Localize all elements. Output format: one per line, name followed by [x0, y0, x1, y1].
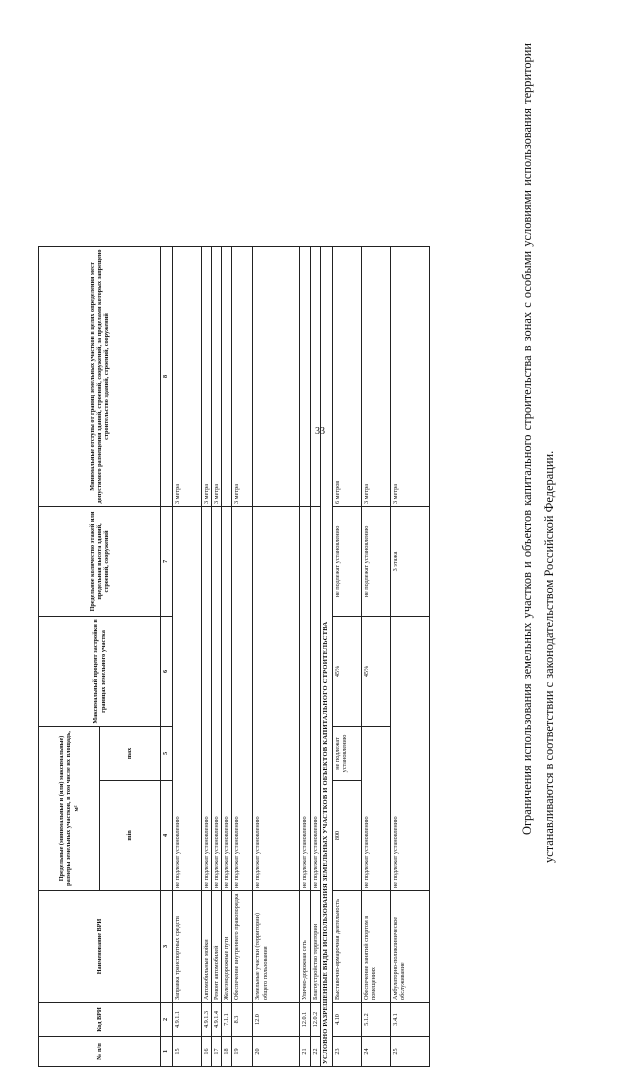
row-setback: 3 метра [390, 246, 429, 506]
row-min: 800 [332, 781, 361, 891]
row-name: Заправка транспортных средств [173, 891, 202, 1003]
header-area-group: Предельные (минимальные и (или) максимальные) размеры земельных участков, в том числе их площадь, м² [39, 726, 100, 890]
table-row [202, 246, 212, 1066]
row-limits: не подлежат установлению [202, 506, 212, 890]
row-num: 17 [212, 1037, 222, 1067]
header-coverage: Максимальный процент застройки в границах земельного участка [39, 616, 161, 726]
row-num: 16 [202, 1037, 212, 1067]
row-name: Автомобильные мойки [202, 891, 212, 1003]
row-name: Выставочно-ярмарочная деятельность [332, 891, 361, 1003]
row-num: 25 [390, 1037, 429, 1067]
section-row [320, 246, 332, 1066]
row-setback: 3 метра [202, 246, 212, 506]
table-row [310, 246, 320, 1066]
row-limits: не подлежат установлению [212, 506, 222, 890]
section-title: УСЛОВНО РАЗРЕШЕННЫЕ ВИДЫ ИСПОЛЬЗОВАНИЯ ЗЕМЕЛЬНЫХ УЧАСТКОВ И ОБЪЕКТОВ КАПИТАЛЬНОГО СТРОИТЕЛЬСТВА [320, 246, 332, 1066]
index-cell: 7 [161, 506, 173, 616]
row-name: Земельные участки (территории) общего пользования [253, 891, 300, 1003]
index-cell: 2 [161, 1003, 173, 1037]
table-row [332, 246, 361, 1066]
row-coverage: 45% [332, 616, 361, 726]
row-setback: 6 метров [332, 246, 361, 506]
header-min: min [100, 781, 161, 891]
column-index-row [161, 246, 173, 1066]
row-limits: не подлежат установлению [253, 506, 300, 890]
row-code: 4.9.1.4 [212, 1003, 222, 1037]
row-code: 5.1.2 [361, 1003, 390, 1037]
table-row [253, 246, 300, 1066]
row-name: Обеспечение занятий спортом в помещениях [361, 891, 390, 1003]
header-row [39, 246, 100, 1066]
rotated-table-container [38, 247, 518, 1067]
row-num: 18 [222, 1037, 232, 1067]
row-code: 8.3 [232, 1003, 253, 1037]
index-cell: 6 [161, 616, 173, 726]
row-name: Амбулаторно-поликлиническое обслуживание [390, 891, 429, 1003]
row-limits: не подлежат установлению [310, 506, 320, 890]
index-cell: 3 [161, 891, 173, 1003]
row-setback: 3 метра [232, 246, 253, 506]
row-setback [310, 246, 320, 506]
index-cell: 8 [161, 246, 173, 506]
row-code: 7.1.1 [222, 1003, 232, 1037]
row-code: 12.0.2 [310, 1003, 320, 1037]
header-code: Код ВРИ [39, 1003, 161, 1037]
row-max: не подлежат установлению [332, 726, 361, 780]
row-limits: не подлежат установлению [232, 506, 253, 890]
table-row [300, 246, 310, 1066]
header-floors: Предельное количество этажей или предельная высота зданий, строений, сооружений [39, 506, 161, 616]
row-code: 4.9.1.1 [173, 1003, 202, 1037]
row-num: 22 [310, 1037, 320, 1067]
table-row [232, 246, 253, 1066]
row-setback: 3 метра [173, 246, 202, 506]
row-setback: 3 метра [212, 246, 222, 506]
row-setback [253, 246, 300, 506]
row-code: 12.0 [253, 1003, 300, 1037]
row-floors: 3 этажа [390, 506, 429, 616]
row-limits: не подлежат установлению [361, 726, 390, 890]
row-name: Обеспечение внутреннего правопорядка [232, 891, 253, 1003]
row-coverage: 45% [361, 616, 390, 726]
row-num: 20 [253, 1037, 300, 1067]
row-name: Железнодорожные пути [222, 891, 232, 1003]
row-num: 23 [332, 1037, 361, 1067]
row-floors: не подлежат установлению [361, 506, 390, 616]
row-limits: не подлежат установлению [390, 616, 429, 890]
header-max: max [100, 726, 161, 780]
row-setback: 3 метра [361, 246, 390, 506]
zoning-table [38, 246, 430, 1067]
table-row [212, 246, 222, 1066]
table-row [390, 246, 429, 1066]
row-setback [300, 246, 310, 506]
row-limits: не подлежат установлению [300, 506, 310, 890]
row-num: 21 [300, 1037, 310, 1067]
table-row [173, 246, 202, 1066]
table-row [361, 246, 390, 1066]
row-name: Ремонт автомобилей [212, 891, 222, 1003]
page-number: 33 [315, 426, 325, 437]
index-cell: 1 [161, 1037, 173, 1067]
row-name: Улично-дорожная сеть [300, 891, 310, 1003]
row-code: 12.0.1 [300, 1003, 310, 1037]
row-code: 3.4.1 [390, 1003, 429, 1037]
row-setback [222, 246, 232, 506]
footer-paragraph: Ограничения использования земельных участков и объектов капитального строительства в зонах с особыми условиями использования территории устанавливаются в соответствии с законодательством Российской Федерации. [520, 43, 556, 863]
index-cell: 4 [161, 781, 173, 891]
row-num: 15 [173, 1037, 202, 1067]
table-row [222, 246, 232, 1066]
row-limits: не подлежат установлению [173, 506, 202, 890]
index-cell: 5 [161, 726, 173, 780]
row-code: 4.9.1.3 [202, 1003, 212, 1037]
header-setback: Минимальные отступы от границ земельных участков в целях определения мест допустимого размещения зданий, строений, сооружений, за пределами которых запрещено строительство зданий, строений, сооружений [39, 246, 161, 506]
row-floors: не подлежат установлению [332, 506, 361, 616]
header-name: Наименование ВРИ [39, 891, 161, 1003]
row-name: Благоустройство территории [310, 891, 320, 1003]
row-limits: не подлежат установлению [222, 506, 232, 890]
header-num: № п/п [39, 1037, 161, 1067]
row-num: 19 [232, 1037, 253, 1067]
row-code: 4.10 [332, 1003, 361, 1037]
row-num: 24 [361, 1037, 390, 1067]
